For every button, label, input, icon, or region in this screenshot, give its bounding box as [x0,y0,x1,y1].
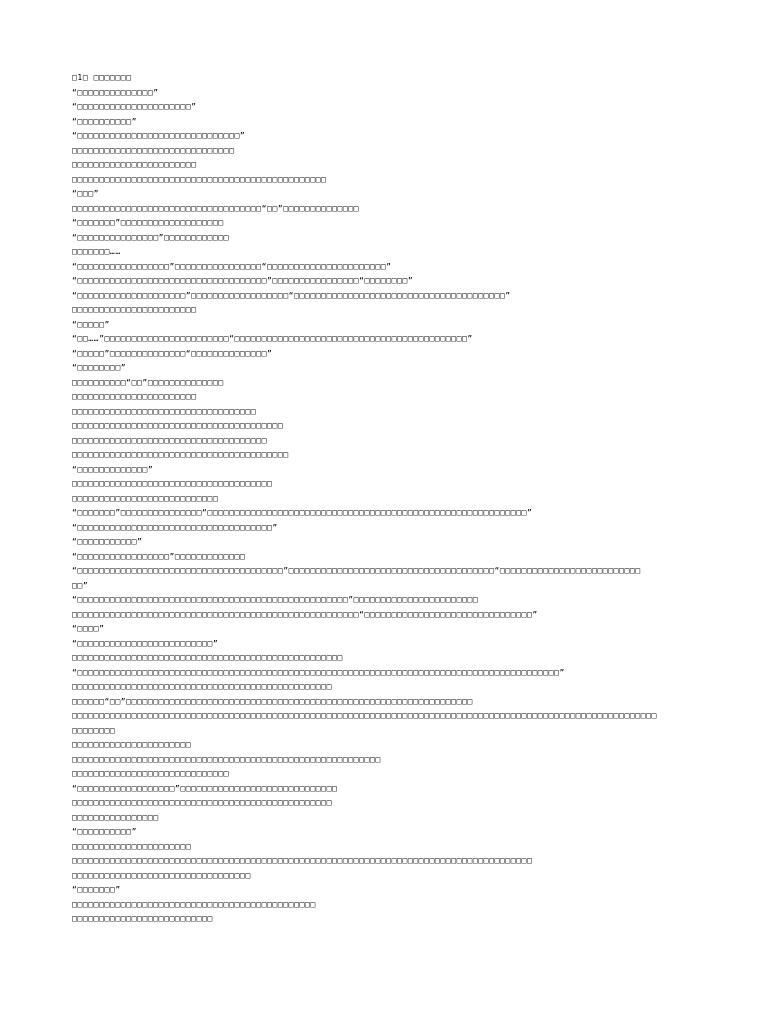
text-line: “□□□□□”□□□□□□□□□□□□□□“□□□□□□□□□□□□□□” [72,348,273,358]
text-line: □□□□□□□□□□□□□□□□□□□□□□□□□□□□□□□□□ [72,870,251,880]
text-line: □□□□□□□□□□□□□□□□ [72,812,159,822]
text-line: □□□□□□□□□□□□□□□□□□□□□□□□□□□□□□□□□□□□□□□ [72,421,284,430]
chapter-heading: □1□ □□□□□□□ [72,73,132,82]
text-line: “□□□□□□□”□□□□□□□□□□□□□□□“□□□□□□□□□□□□□□□□□□□□□□□□□□□□□□□□□□□□□□□□□□□□□□□□□□□□□□□□□□□” [72,508,533,517]
text-line: □□□□□□□□□□□□□□□□□□□□□□□□□□□□□□□□□□□□□□□□□□□□□□□□ [72,798,332,807]
text-line: “□□□□□□□□□□□” [72,537,143,546]
text-line: □□□□□□□□□□□□□□□□□□□□□□□□□□□□□□□□□□□□□ [72,479,273,488]
text-line: □□□□□□□□□□□□□□□□□□□□□□□ [72,160,197,169]
text-line: “□□□□” [72,624,105,633]
text-line: □□□□□□□□□□□□□□□□□□□□□□□□□□ [72,914,213,923]
text-line: “□□□□□□□□□□” [72,827,137,836]
text-line: “□□□□□□□□□□□□□□□”□□□□□□□□□□□□ [72,232,230,242]
text-line: □□□□□□□□□□□□□□□□□□□□□□□□□□□□□□□□□□□□□□□□ [72,450,289,459]
text-line: “□□□□□□□□□□□□□□□□□□□□□□□□□□□□□□□□□□□□□□□□□□□□□□□□□□”□□□□□□□□□□□□□□□□□□□□□□□ [72,595,479,604]
text-line: □□□□□□□□□□□□□□□□□□□□□□□□□□□□□□□□□□□□ [72,435,267,445]
text-line: “□□□□□□□□□□□□□□□□□□”□□□□□□□□□□□□□□□□□□□□□□□□□□□□□ [72,783,338,793]
text-line: “□□□□□□□□□□□□□□□□□□□□□□□□□□□□□□□□□□□”□□□□□□□□□□□□□□□□“□□□□□□□□” [72,276,414,285]
text-line: □□□□□□□□ [72,725,116,735]
text-line: □□□□□□□□□□□□□□□□□□□□□□ [72,740,192,749]
text-line: □□□□□□□□□□□□□□□□□□□□□□□□□□□□□□□□□□□□□□□□□□□□□□□ [72,174,327,184]
text-line: □□□□□□□□□□□□□□□□□□□□□□□□□□□□□□□□□□□□□□□□□□□□□□□□□□□□□□□□□□□□□□□□□□□□□□□□□□□□□□□□□□□□□□□□□□□□□□□□□□□□□□□□□□□□ [72,711,657,720]
text-line: □□□□□□□□□□□□□□□□□□□□□□□□□□□□□□□□□□□“□□”□□□□□□□□□□□□□□ [72,203,360,213]
text-line: “□□□” [72,189,100,198]
text-line: “□□□□□□□□□□□□□□□□□□□□□□□□□□□□□□□□□□□□□□”□□□□□□□□□□□□□□□□□□□□□□□□□□□□□□□□□□□□□□“□□□□□□□□□□□□□□□□□□□□□□□□□□ [72,566,641,575]
text-line: “□□□□□” [72,319,110,329]
text-line: □□□□□□□□□□□□□□□□□□□□□□□□□□□□□□□□□□□□□□□□□□□□□□□□□□□□□□□□□ [72,754,381,764]
text-line: “□□□□□□□□□□□□□□” [72,87,159,97]
document-page [72,71,712,927]
text-line: □□” [72,580,89,590]
text-line: “□□□□□□□□□□□□□□□□□□□□□□□□□□□□□□□□□□□□” [72,522,278,532]
text-line: “□□□□□□□□□□□□□□□□□□□□□” [72,102,197,111]
text-line: □□□□□□□□□□□□□□□□□□□□□□□□□□□□□□□□□□□□□□□□□□□□□□□□ [72,682,332,691]
text-line: □□□□□□□□□□□□□□□□□□□□□□□□□□□□□□□□□□□□□□□□□□□□□□□□□□□□□□□□□□□□□□□□□□□□□□□□□□□□□□□□□□□□□ [72,856,533,865]
text-line: □□□□□□□□□□□□□□□□□□□□□□□□□□□□□□ [72,145,235,155]
text-line: □□□□□□□□□□□□□□□□□□□□□□□□□□□□□□□□□□□□□□□□□□□□□□□□□□□□□“□□□□□□□□□□□□□□□□□□□□□□□□□□□□□□□” [72,609,538,619]
text-line: □□□□□□□□□□□□□□□□□□□□□□□ [72,305,197,314]
text-line: □□□□□□□□□□□□□□□□□□□□□□ [72,841,192,851]
text-line: “□□□□□□□□” [72,363,127,372]
text-line: “□□□□□□□” [72,885,121,894]
text-line: □□□□□□□□□□□□□□□□□□□□□□□□□□□□□ [72,769,230,778]
text-line: □□□□□□□□□□□□□□□□□□□□□□□ [72,392,197,401]
text-line: □□□□□□□□□□□□□□□□□□□□□□□□□□□□□□□□□□□□□□□□□□□□□□□□□□ [72,653,343,662]
text-line: “□□□□□□□”□□□□□□□□□□□□□□□□□□□ [72,218,224,227]
text-line: “□□……”□□□□□□□□□□□□□□□□□□□□□□□“□□□□□□□□□□□□□□□□□□□□□□□□□□□□□□□□□□□□□□□□□□□” [72,334,473,343]
text-line: “□□□□□□□□□□□□□” [72,464,154,474]
text-line: “□□□□□□□□□□□□□□□□□□□□□□□□□□□□□□” [72,131,246,140]
text-line: “□□□□□□□□□□□□□□□□□□□□”□□□□□□□□□□□□□□□□□□“□□□□□□□□□□□□□□□□□□□□□□□□□□□□□□□□□□□□□□□” [72,290,511,300]
text-line: “□□□□□□□□□□□□□□□□□”□□□□□□□□□□□□□□□□“□□□□□□□□□□□□□□□□□□□□□□” [72,261,392,271]
text-line: □□□□□□□□□□□□□□□□□□□□□□□□□□□□□□□□□□□□□□□□□□□□□ [72,899,316,909]
text-line: “□□□□□□□□□□□□□□□□□”□□□□□□□□□□□□□ [72,551,246,561]
text-line: □□□□□□“□□”□□□□□□□□□□□□□□□□□□□□□□□□□□□□□□□□□□□□□□□□□□□□□□□□□□□□□□□□□□□□□□□□ [72,696,473,706]
text-line: “□□□□□□□□□□□□□□□□□□□□□□□□□□□□□□□□□□□□□□□□□□□□□□□□□□□□□□□□□□□□□□□□□□□□□□□□□□□□□□□□□□□□□□□□□” [72,667,565,677]
text-line: □□□□□□□□□□“□□”□□□□□□□□□□□□□□ [72,377,224,387]
text-line: “□□□□□□□□□□” [72,116,137,126]
text-line: “□□□□□□□□□□□□□□□□□□□□□□□□□” [72,638,219,648]
text-line: □□□□□□□…… [72,247,121,256]
text-line: □□□□□□□□□□□□□□□□□□□□□□□□□□□□□□□□□□ [72,406,257,416]
text-line: □□□□□□□□□□□□□□□□□□□□□□□□□□□ [72,493,219,503]
